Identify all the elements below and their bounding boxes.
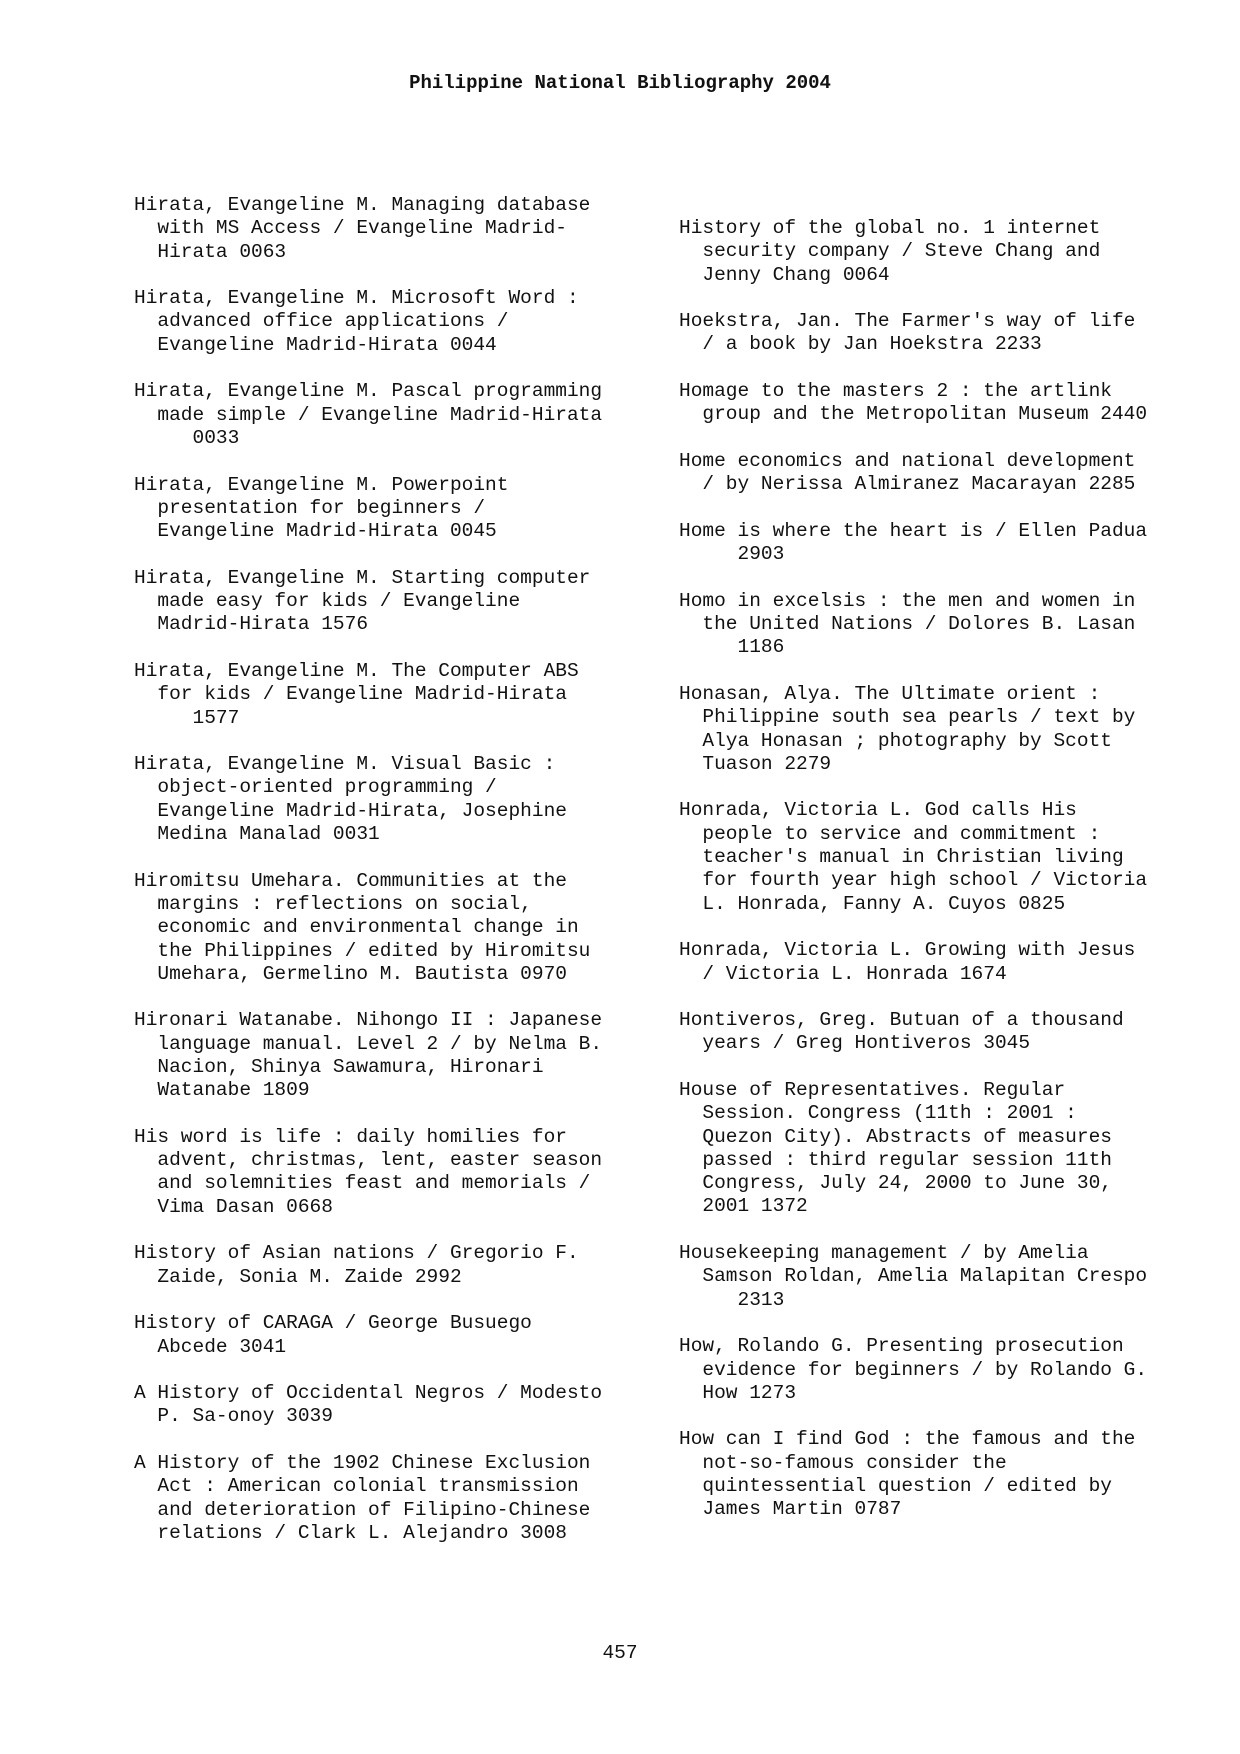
bibliography-entry: How, Rolando G. Presenting prosecution evidence for beginners / by Rolando G. How 1273 — [679, 1335, 1148, 1404]
right-column — [679, 217, 1219, 1545]
bibliography-entry: House of Representatives. Regular Session. Congress (11th : 2001 : Quezon City). Abstracts of measures passed : third regular session 11th Congress, July 24, 2000 to June 30, 2001 1372 — [679, 1078, 1112, 1218]
page-title: Philippine National Bibliography 2004 — [409, 72, 831, 94]
bibliography-entry: His word is life : daily homilies for advent, christmas, lent, easter season and solemnities feast and memorials / Vima Dasan 0668 — [134, 1125, 603, 1218]
bibliography-entry: A History of the 1902 Chinese Exclusion Act : American colonial transmission and deterioration of Filipino-Chinese relations / Clark L. Alejandro 3008 — [134, 1452, 591, 1544]
bibliography-entry: History of CARAGA / George Busuego Abcede 3041 — [134, 1312, 532, 1358]
bibliography-entry: Home is where the heart is / Ellen Padua 2903 — [679, 519, 1148, 566]
bibliography-entry: Home economics and national development / by Nerissa Almiranez Macarayan 2285 — [679, 449, 1136, 496]
bibliography-entry: Hoekstra, Jan. The Farmer's way of life / a book by Jan Hoekstra 2233 — [679, 310, 1136, 356]
left-column — [134, 194, 674, 1569]
bibliography-entry: Hirata, Evangeline M. Microsoft Word : advanced office applications / Evangeline Madrid-Hirata 0044 — [134, 287, 579, 356]
page-number: 457 — [602, 1642, 638, 1664]
bibliography-entry: Hiromitsu Umehara. Communities at the margins : reflections on social, economic and environmental change in the Philippines / edited by Hiromitsu Umehara, Germelino M. Bautista 0970 — [134, 869, 591, 985]
bibliography-entry: Honrada, Victoria L. God calls His people to service and commitment : teacher's manual in Christian living for fourth year high school / Victoria L. Honrada, Fanny A. Cuyos 0825 — [679, 799, 1148, 915]
bibliography-entry: Honasan, Alya. The Ultimate orient : Philippine south sea pearls / text by Alya Honasan ; photography by Scott Tuason 2279 — [679, 682, 1136, 775]
bibliography-entry: Hontiveros, Greg. Butuan of a thousand years / Greg Hontiveros 3045 — [679, 1009, 1124, 1055]
bibliography-entry: Housekeeping management / by Amelia Samson Roldan, Amelia Malapitan Crespo 2313 — [679, 1242, 1148, 1311]
bibliography-entry: Hironari Watanabe. Nihongo II : Japanese language manual. Level 2 / by Nelma B. Nacion, Shinya Sawamura, Hironari Watanabe 1809 — [134, 1009, 603, 1102]
bibliography-entry: Hirata, Evangeline M. Powerpoint presentation for beginners / Evangeline Madrid-Hirata 0045 — [134, 473, 509, 543]
bibliography-entry: History of Asian nations / Gregorio F. Zaide, Sonia M. Zaide 2992 — [134, 1242, 579, 1288]
bibliography-entry: Honrada, Victoria L. Growing with Jesus / Victoria L. Honrada 1674 — [679, 939, 1136, 985]
bibliography-entry: Hirata, Evangeline M. Managing database with MS Access / Evangeline Madrid- Hirata 0063 — [134, 194, 591, 263]
bibliography-entry: Homo in excelsis : the men and women in the United Nations / Dolores B. Lasan 1186 — [679, 589, 1136, 659]
bibliography-entry: Hirata, Evangeline M. Starting computer made easy for kids / Evangeline Madrid-Hirata 1576 — [134, 566, 591, 636]
bibliography-entry: Hirata, Evangeline M. The Computer ABS for kids / Evangeline Madrid-Hirata 1577 — [134, 659, 579, 729]
bibliography-entry: A History of Occidental Negros / Modesto P. Sa-onoy 3039 — [134, 1382, 603, 1428]
bibliography-entry: Hirata, Evangeline M. Visual Basic : object-oriented programming / Evangeline Madrid-Hirata, Josephine Medina Manalad 0031 — [134, 753, 567, 846]
bibliography-entry: Hirata, Evangeline M. Pascal programming made simple / Evangeline Madrid-Hirata 0033 — [134, 380, 603, 449]
bibliography-entry: History of the global no. 1 internet security company / Steve Chang and Jenny Chang 0064 — [679, 217, 1101, 286]
bibliography-entry: Homage to the masters 2 : the artlink group and the Metropolitan Museum 2440 — [679, 380, 1148, 426]
bibliography-entry: How can I find God : the famous and the not-so-famous consider the quintessential question / edited by James Martin 0787 — [679, 1428, 1136, 1521]
